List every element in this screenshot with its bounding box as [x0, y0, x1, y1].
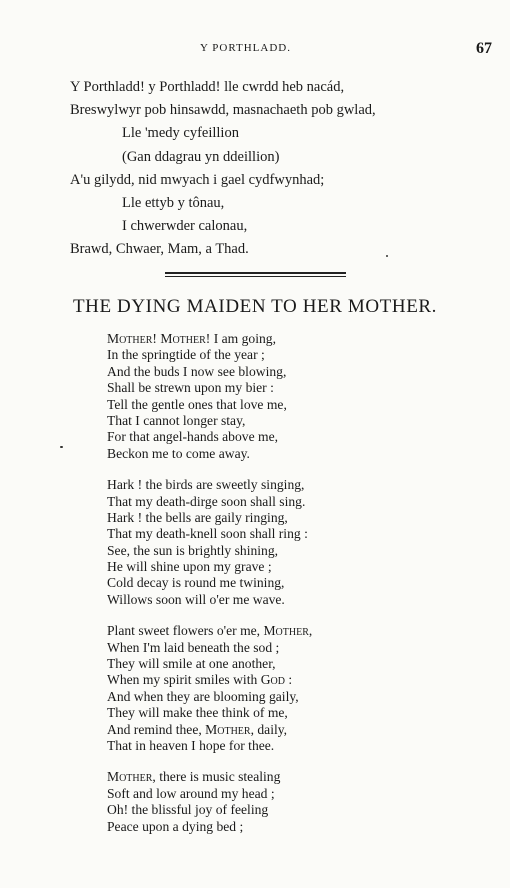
- page-number: 67: [476, 40, 492, 57]
- verse-text: That my death-knell soon shall ring :: [107, 526, 308, 542]
- verse-text: Cold decay is round me twining,: [107, 575, 285, 591]
- small-caps-word: Mother: [160, 331, 206, 346]
- verse-text: When my spirit smiles with: [107, 672, 261, 688]
- stanza: [107, 623, 312, 754]
- verse-text: They will smile at one another,: [107, 656, 276, 672]
- verse-text: That in heaven I hope for thee.: [107, 737, 275, 753]
- verse-text: For that angel-hands above me,: [107, 429, 279, 445]
- welsh-verse-line: A'u gilydd, nid mwyach i gael cydfwynhad;: [70, 171, 325, 188]
- small-caps-word: Mother: [107, 769, 153, 785]
- running-head: Y PORTHLADD.: [200, 42, 291, 54]
- verse-text: Soft and low around my head ;: [107, 785, 275, 801]
- verse-text: And when they are blooming gaily,: [107, 688, 299, 704]
- welsh-verse-line: I chwerwder calonau,: [122, 218, 248, 235]
- verse-text: Oh! the blissful joy of feeling: [107, 802, 269, 818]
- small-caps-word: Mother: [205, 721, 251, 737]
- verse-text: Hark ! the bells are gaily ringing,: [107, 509, 288, 525]
- poem-body: [107, 331, 312, 850]
- stanza: [107, 331, 312, 462]
- welsh-verse-line: Lle ettyb y tônau,: [122, 194, 225, 211]
- verse-text: And remind thee,: [107, 721, 206, 737]
- verse-text: See, the sun is brightly shining,: [107, 542, 279, 558]
- verse-line: [107, 477, 312, 493]
- verse-line: [107, 413, 312, 429]
- verse-line: [107, 559, 312, 575]
- small-caps-word: God: [260, 672, 285, 688]
- verse-line: [107, 380, 312, 396]
- verse-text: :: [284, 672, 293, 688]
- verse-text: !: [152, 331, 161, 346]
- verse-text: Plant sweet flowers o'er me,: [107, 623, 264, 639]
- verse-line: [107, 722, 312, 738]
- verse-line: [107, 397, 312, 413]
- verse-text: Peace upon a dying bed ;: [107, 818, 244, 834]
- verse-line: [107, 592, 312, 608]
- poem-title: THE DYING MAIDEN TO HER MOTHER.: [72, 296, 438, 317]
- verse-text: That I cannot longer stay,: [107, 412, 246, 428]
- verse-line: [107, 347, 312, 363]
- welsh-verse-line: Lle 'medy cyfeillion: [122, 125, 239, 142]
- verse-line: [107, 672, 312, 688]
- verse-line: [107, 738, 312, 754]
- welsh-verse-line: Breswylwyr pob hinsawdd, masnachaeth pob gwlad,: [70, 102, 376, 119]
- welsh-poem: [70, 76, 376, 262]
- page-header: [0, 40, 510, 60]
- verse-text: , daily,: [250, 721, 288, 737]
- verse-text: Hark ! the birds are sweetly singing,: [107, 477, 305, 493]
- verse-line: [107, 705, 312, 721]
- verse-line: [107, 526, 312, 542]
- verse-line: [107, 819, 312, 835]
- verse-text: In the springtide of the year ;: [107, 347, 265, 363]
- verse-line: [107, 689, 312, 705]
- welsh-verse-line: Y Porthladd! y Porthladd! lle cwrdd heb nacád,: [70, 79, 345, 95]
- verse-text: That my death-dirge soon shall sing.: [107, 493, 306, 509]
- verse-text: Tell the gentle ones that love me,: [107, 396, 287, 412]
- verse-line: [107, 543, 312, 559]
- welsh-verse-line: (Gan ddagrau yn ddeillion): [122, 148, 280, 165]
- verse-text: , there is music stealing: [152, 769, 281, 785]
- verse-line: [107, 786, 312, 802]
- verse-text: ! I am going,: [205, 331, 277, 346]
- verse-line: [107, 429, 312, 445]
- verse-line: [107, 446, 312, 462]
- verse-line: [107, 769, 312, 785]
- stanza: [107, 477, 312, 608]
- verse-line: [107, 623, 312, 639]
- verse-line: [107, 331, 312, 347]
- verse-text: When I'm laid beneath the sod ;: [107, 639, 280, 655]
- verse-line: [107, 510, 312, 526]
- small-caps-word: Mother: [107, 331, 153, 346]
- welsh-verse-line: Brawd, Chwaer, Mam, a Thad.: [70, 241, 249, 258]
- verse-text: They will make thee think of me,: [107, 705, 288, 721]
- verse-text: ,: [308, 623, 313, 639]
- print-speck: [60, 446, 63, 448]
- verse-line: [107, 494, 312, 510]
- verse-line: [107, 656, 312, 672]
- verse-text: He will shine upon my grave ;: [107, 559, 272, 575]
- verse-line: [107, 802, 312, 818]
- small-caps-word: Mother: [263, 623, 309, 639]
- verse-text: And the buds I now see blowing,: [107, 363, 287, 379]
- verse-line: [107, 364, 312, 380]
- stanza: [107, 769, 312, 835]
- verse-text: Beckon me to come away.: [107, 445, 250, 461]
- section-divider: [165, 272, 346, 277]
- verse-line: [107, 640, 312, 656]
- verse-line: [107, 575, 312, 591]
- print-speck: [386, 255, 388, 257]
- verse-text: Shall be strewn upon my bier :: [107, 380, 274, 396]
- verse-text: Willows soon will o'er me wave.: [107, 591, 285, 607]
